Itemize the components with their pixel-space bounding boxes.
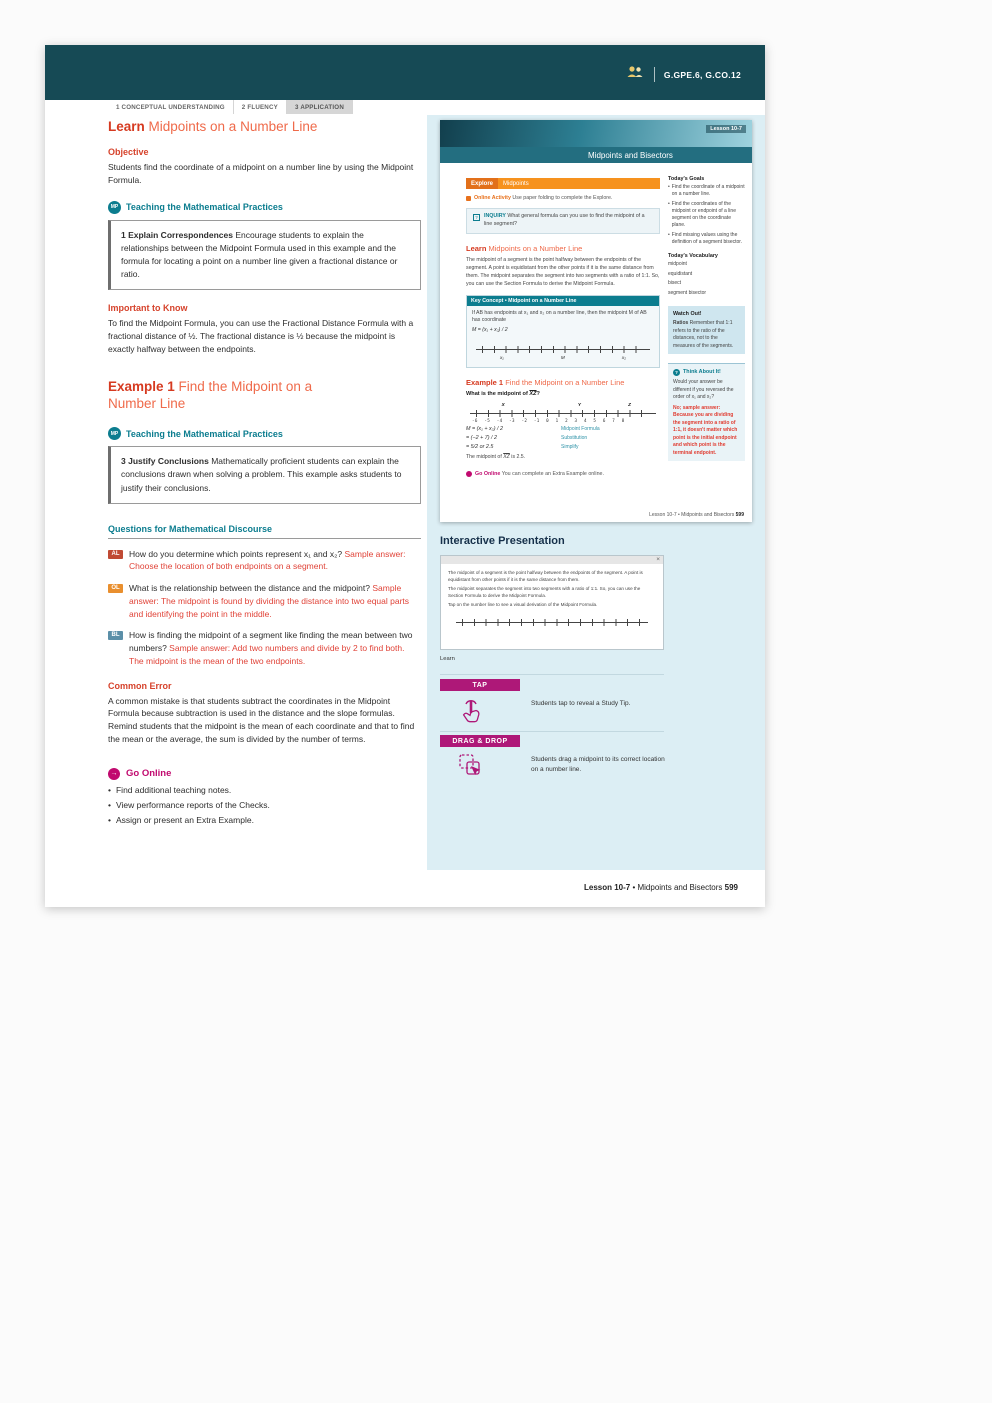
discourse-question-1 <box>108 548 421 574</box>
example-heading <box>108 379 348 413</box>
level-badge-ol: OL <box>108 584 123 593</box>
solution-step-1 <box>466 426 660 432</box>
key-concept-box <box>466 295 660 368</box>
point-x-label: X <box>501 401 505 407</box>
point-label: M <box>560 354 565 360</box>
standards-text: G.GPE.6, G.CO.12 <box>663 69 741 80</box>
footer-text: Lesson 10-7 • Midpoints and Bisectors <box>649 512 736 518</box>
example-question <box>466 391 660 397</box>
vocab-item: bisect <box>668 280 682 286</box>
tab-conceptual-understanding[interactable]: 1 CONCEPTUAL UNDERSTANDING <box>108 100 234 114</box>
header-divider <box>654 67 655 82</box>
go-online-icon: → <box>108 768 120 780</box>
step-note: Midpoint Formula <box>561 425 600 432</box>
drag-drop-icon <box>457 752 484 784</box>
rigor-tabs <box>108 100 353 114</box>
learn-keyword: Learn <box>108 119 145 134</box>
tap-description: Students tap to reveal a Study Tip. <box>531 700 631 707</box>
bullet-item <box>108 815 421 825</box>
top-header-bar <box>45 45 765 100</box>
footer-title: • Midpoints and Bisectors <box>630 883 725 892</box>
slide-caption: Learn <box>440 656 455 662</box>
goal-text: • Find missing values using the definition of a segment bisector. <box>671 231 743 245</box>
result-pre: The midpoint of <box>466 453 504 460</box>
inquiry-icon: ? <box>473 214 480 221</box>
student-learn-body: The midpoint of a segment is the point halfway between the endpoints of the segment. A point is equidistant from the other points if it is the same distance from them. The midpoint separates the segment into two segments with a ratio of 1:1. So, you can use the Section Formula to derive the Midpoint Formula. <box>466 257 660 288</box>
important-body: To find the Midpoint Formula, you can use the Fractional Distance Formula with a fractional distance of ½. The fractional distance is ½ because the midpoint is exactly halfway between the endpoints. <box>108 318 414 354</box>
watch-out-heading: Watch Out! <box>673 311 702 317</box>
objective-heading: Objective <box>108 147 149 157</box>
goal-item <box>668 201 745 230</box>
point-z-label: Z <box>628 401 631 407</box>
practice-body: Mathematically proficient students can explain the conclusions drawn when solving a problem. This example asks students to justify their conclusions. <box>121 456 402 493</box>
key-concept-text: If AB has endpoints at x₁ and x₂ on a number line, then the midpoint M of AB has coordinate <box>472 309 647 324</box>
important-heading: Important to Know <box>108 303 188 314</box>
goal-text: • Find the coordinates of the midpoint or endpoint of a line segment on the coordinate plane. <box>671 200 736 229</box>
lesson-number-label: Lesson 10-7 <box>706 125 746 133</box>
go-online-text <box>475 471 604 477</box>
online-activity-row <box>466 195 660 202</box>
explore-keyword: Explore <box>466 178 498 189</box>
footer-page-number: 599 <box>724 883 738 892</box>
learn-keyword: Learn <box>466 244 487 254</box>
point-label: x₂ <box>621 354 626 360</box>
inquiry-lead: INQUIRY <box>484 213 506 220</box>
bullet-text: • Find additional teaching notes. <box>115 784 232 795</box>
solution-step-2 <box>466 435 660 441</box>
student-page-footer <box>649 512 744 518</box>
point-label: x₁ <box>500 354 504 360</box>
divider <box>440 731 664 732</box>
question-text <box>129 548 421 574</box>
step-note: Simplify <box>561 443 579 450</box>
slide-content <box>441 564 663 624</box>
teaching-practices-heading: Teaching the Mathematical Practices <box>126 202 283 212</box>
teacher-notes-column <box>108 119 421 825</box>
discourse-question-3 <box>108 629 421 667</box>
slide-paragraph: The midpoint separates the segment into two segments with a ratio of 1:1. So, you can use the Section Formula to derive the Midpoint Formula. <box>448 585 641 598</box>
lesson-title-bar: Midpoints and Bisectors <box>440 147 752 163</box>
question-text <box>129 582 421 620</box>
step-note: Substitution <box>561 434 588 441</box>
learn-title: Midpoints on a Number Line <box>144 119 318 134</box>
online-activity-icon <box>466 196 471 201</box>
learn-heading <box>108 119 421 134</box>
question-post: ? <box>536 390 540 397</box>
inquiry-body: What general formula can you use to find the midpoint of a line segment? <box>484 213 645 228</box>
student-edition-panel <box>427 115 765 870</box>
think-heading-row <box>673 368 740 376</box>
question-text <box>129 629 421 667</box>
student-go-online-row <box>466 471 660 477</box>
mp-icon: MP <box>108 201 121 214</box>
mp-icon: MP <box>108 427 121 440</box>
think-about-it-box <box>668 363 745 461</box>
bullet-text: • Assign or present an Extra Example. <box>115 814 254 825</box>
result-post: is 2.5. <box>509 453 526 460</box>
number-line-ticks <box>462 619 642 626</box>
practice-lead: 1 Explain Correspondences <box>121 229 233 240</box>
vocab-item: equidistant <box>668 270 693 277</box>
student-page-body <box>440 163 752 477</box>
tap-icon <box>457 695 485 730</box>
go-online-row <box>108 768 421 780</box>
tab-fluency[interactable]: 2 FLUENCY <box>234 100 287 114</box>
bullet-item <box>108 800 421 810</box>
example-number-line <box>470 401 656 423</box>
watch-out-lead: Ratios <box>673 320 689 327</box>
question-pre: What is the midpoint of <box>466 390 530 397</box>
practice-lead: 3 Justify Conclusions <box>121 456 209 467</box>
teaching-practices-note <box>108 220 421 291</box>
common-error-heading: Common Error <box>108 680 172 691</box>
watch-out-box <box>668 306 745 354</box>
segment-name: $\overline{XZ}$ <box>529 390 537 397</box>
explore-bar <box>466 178 660 189</box>
lesson-header-graphic <box>440 120 752 147</box>
level-badge-al: AL <box>108 550 123 559</box>
go-online-body: You can complete an Extra Example online. <box>500 470 604 477</box>
key-concept-heading: Key Concept • Midpoint on a Number Line <box>467 296 659 306</box>
student-sidebar <box>668 169 745 477</box>
divider <box>440 674 664 675</box>
step-math: = 5/2 or 2.5 <box>466 443 494 450</box>
online-activity-lead: Online Activity <box>474 195 511 201</box>
sample-answer: Sample answer: Choose the location of both endpoints on a segment. <box>129 548 406 572</box>
student-page-thumbnail <box>440 120 752 522</box>
example-result <box>466 453 660 461</box>
sample-answer: Sample answer: The midpoint is found by dividing the distance into two equal parts and identifying the point in the middle. <box>129 583 410 619</box>
group-icon <box>625 65 645 84</box>
point-y-label: Y <box>577 401 581 407</box>
example-keyword: Example 1 <box>466 377 504 387</box>
footer-lesson: Lesson 10-7 <box>583 883 631 892</box>
bullet-item <box>108 785 421 795</box>
teaching-practices-row <box>108 201 421 214</box>
todays-vocabulary-heading: Today's Vocabulary <box>668 253 718 259</box>
drag-drop-description: Students drag a midpoint to its correct location on a number line. <box>531 756 665 773</box>
teacher-edition-page <box>45 45 765 907</box>
goal-text: • Find the coordinate of a midpoint on a number line. <box>671 184 745 198</box>
question: How is finding the midpoint of a segment like finding the mean between two numbers? <box>129 630 413 654</box>
step-math: M = (x₁ + x₂) / 2 <box>466 425 504 432</box>
go-online-bullets <box>108 785 421 825</box>
goal-item <box>668 184 745 199</box>
close-icon: × <box>656 556 660 563</box>
think-heading: Think About It! <box>683 369 721 376</box>
standards-group <box>625 65 741 84</box>
watch-out-text <box>673 320 740 350</box>
drag-drop-badge: DRAG & DROP <box>440 735 520 747</box>
number-line-labels: -6 -5 -4 -3 -2 -1 0 1 2 3 4 5 6 7 8 <box>472 417 625 423</box>
go-online-lead: Go Online <box>475 470 501 477</box>
example-title: Find the Midpoint on a Number Line <box>108 379 313 412</box>
example-title: Find the Midpoint on a Number Line <box>503 377 625 387</box>
key-concept-formula: M = (x₁ + x₂) / 2 <box>472 327 508 334</box>
tap-badge: TAP <box>440 679 520 691</box>
teaching-practices-note <box>108 446 421 504</box>
sample-answer: Sample answer: Add two numbers and divide by 2 to find both. The midpoint is the mean of the two endpoints. <box>129 643 405 666</box>
student-example-heading <box>466 378 660 387</box>
online-activity-body: Use paper folding to complete the Explore. <box>510 195 613 201</box>
question: How do you determine which points represent x₁ and x₂? <box>129 548 345 559</box>
think-sample-answer: No; sample answer: Because you are dividing the segment into a ratio of 1:1, it doesn't matter which point is the initial endpoint and which point is the terminal endpoint. <box>673 404 738 456</box>
key-concept-body <box>467 306 659 367</box>
number-line-ticks <box>482 346 644 353</box>
go-online-label: Go Online <box>126 768 172 780</box>
student-learn-heading <box>466 244 660 253</box>
online-activity-text <box>474 195 612 202</box>
think-icon: ? <box>673 369 680 376</box>
todays-goals-heading: Today's Goals <box>668 176 705 182</box>
go-online-icon <box>466 471 472 477</box>
practice-body: Encourage students to explain the relationships between the Midpoint Formula used in this example and the formula for locating a point on a number line given a fractional distance or ratio. <box>121 229 398 280</box>
objective-body: Students find the coordinate of a midpoint on a number line by using the Midpoint Formula. <box>108 162 414 185</box>
explore-title: Midpoints <box>503 180 529 187</box>
tab-application[interactable]: 3 APPLICATION <box>287 100 353 114</box>
inquiry-box <box>466 208 660 234</box>
example-keyword: Example 1 <box>108 379 175 395</box>
goal-item <box>668 232 745 247</box>
page-footer <box>584 883 738 892</box>
key-concept-number-line <box>476 341 650 353</box>
key-concept-number-line-labels <box>472 355 654 362</box>
bullet-text: • View performance reports of the Checks. <box>115 799 270 810</box>
common-error-body: A common mistake is that students subtract the coordinates in the Midpoint Formula because subtraction is used in the distance and the slope formulas. Remind students that the midpoint is the mean of each coordinate and that to find the mean or the average, the sum is divided by the number of terms. <box>108 695 415 744</box>
step-math: = (−2 + 7) / 2 <box>466 434 498 441</box>
watch-out-body: Remember that 1:1 refers to the ratio of the distances, not to the measures of the segments. <box>673 320 734 349</box>
slide-number-line <box>456 614 648 624</box>
question: What is the relationship between the distance and the midpoint? <box>129 583 373 594</box>
footer-page-number: 599 <box>735 512 744 518</box>
inquiry-text <box>484 213 653 229</box>
number-line-ticks <box>476 410 650 417</box>
level-badge-bl: BL <box>108 631 123 640</box>
student-main-column <box>466 169 660 477</box>
teaching-practices-row <box>108 427 421 440</box>
solution-step-3 <box>466 444 660 450</box>
teaching-practices-heading: Teaching the Mathematical Practices <box>126 428 283 439</box>
presentation-slide <box>440 555 664 650</box>
interactive-presentation-heading: Interactive Presentation <box>440 535 565 547</box>
slide-paragraph: Tap on the number line to see a visual derivation of the Midpoint Formula. <box>448 601 598 607</box>
discourse-heading: Questions for Mathematical Discourse <box>108 524 421 539</box>
learn-title: Midpoints on a Number Line <box>486 244 583 254</box>
segment-name: $\overline{XZ}$ <box>503 453 510 460</box>
vocab-item: midpoint <box>668 261 687 267</box>
discourse-question-2 <box>108 582 421 620</box>
slide-title-bar <box>441 556 663 564</box>
vocab-item: segment bisector <box>668 289 707 296</box>
slide-paragraph: The midpoint of a segment is the point halfway between the endpoints of the segment. A point is equidistant from other points if it is the same distance from them. <box>448 570 643 582</box>
think-question: Would your answer be different if you reversed the order of x₁ and x₂? <box>673 379 734 401</box>
